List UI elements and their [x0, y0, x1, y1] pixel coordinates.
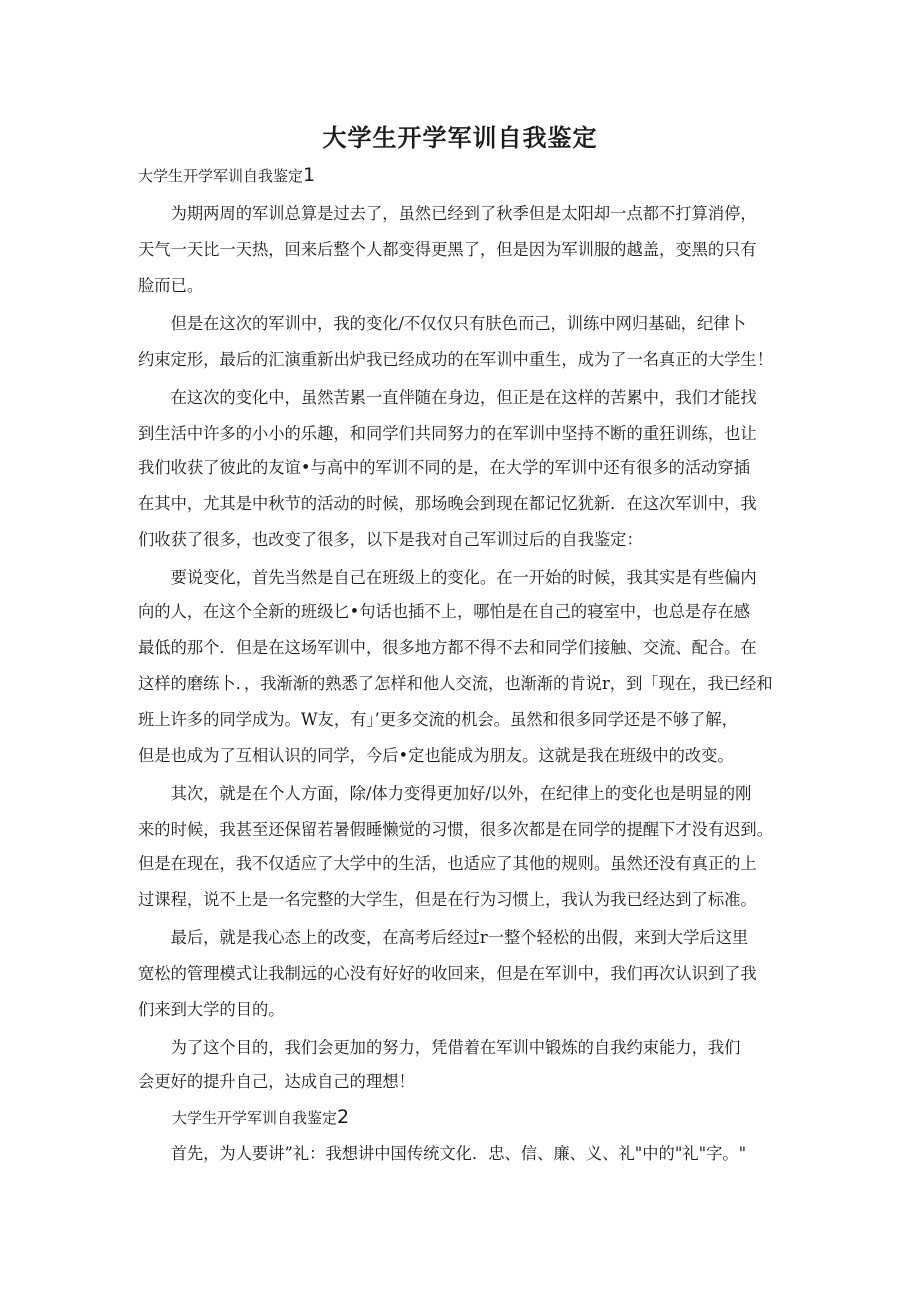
paragraph-line: 们来到大学的目的。	[138, 1000, 285, 1019]
paragraph-line: 班上许多的同学成为。W友，有」’更多交流的机会。虽然和很多同学还是不够了解，	[138, 710, 738, 729]
paragraph-line: 在这次的变化中，虽然苦累一直伴随在身边，但正是在这样的苦累中，我们才能找	[138, 388, 757, 407]
paragraph-line: 最低的那个．但是在这场军训中，很多地方都不得不去和同学们接触、交流、配合。在	[138, 638, 757, 657]
paragraph-line: 约束定形，最后的汇演重新出炉我已经成功的在军训中重生，成为了一名真正的大学生！	[138, 350, 773, 369]
paragraph-line: 来的时候，我甚至还保留若暑假睡懒觉的习惯，很多次都是在同学的提醒下才没有迟到。	[138, 820, 773, 839]
paragraph-line: 们收获了很多，也改变了很多，以下是我对自己军训过后的自我鉴定：	[138, 530, 643, 549]
paragraph-line: 这样的磨练卜．，我渐渐的熟悉了怎样和他人交流，也渐渐的肯说r，到「现在，我已经和	[138, 674, 773, 693]
paragraph-line: 向的人，在这个全新的班级匕•句话也插不上，哪怕是在自己的寝室中，也总是存在感	[138, 602, 751, 621]
paragraph-line: 但是在这次的军训中，我的变化/不仅仅只有肤色而己，训练中网归基础，纪律卜	[138, 314, 746, 333]
paragraph-line: 宽松的管理模式让我制远的心没有好好的收回来，但是在军训中，我们再次认识到了我	[138, 964, 757, 983]
paragraph-line: 为期两周的军训总算是过去了，虽然已经到了秋季但是太阳却一点都不打算消停，	[138, 204, 757, 223]
section-heading-2	[172, 1106, 349, 1129]
paragraph-line: 到生活中许多的小小的乐趣，和同学们共同努力的在军训中坚持不断的重狂训练，也让	[138, 424, 757, 443]
paragraph-line: 我们收获了彼此的友谊•与高中的军训不同的是，在大学的军训中还有很多的活动穿插	[138, 458, 751, 477]
document-title: 大学生开学军训自我鉴定	[322, 124, 598, 152]
paragraph-line: 其次，就是在个人方面，除/体力变得更加好/以外，在纪律上的变化也是明显的刚	[138, 784, 752, 803]
paragraph-line: 脸而已。	[138, 276, 204, 295]
section-heading-1-number: 1	[303, 164, 316, 186]
section-heading-1-text: 大学生开学军训自我鉴定	[138, 167, 304, 185]
section-heading-2-number: 2	[337, 1106, 350, 1128]
paragraph-line: 但是在现在，我不仅适应了大学中的生活，也适应了其他的规则。虽然还没有真正的上	[138, 854, 757, 873]
paragraph-line: 会更好的提升自己，达成自己的理想！	[138, 1072, 415, 1091]
paragraph-line: 但是也成为了互相认识的同学，今后•定也能成为朋友。这就是我在班级中的改变。	[138, 746, 734, 765]
section-heading-1	[138, 164, 315, 187]
paragraph-line: 首先，为人要讲”礼：我想讲中国传统文化．忠、信、廉、义、礼"中的"礼"字。"	[138, 1144, 747, 1163]
paragraph-line: 要说变化，首先当然是自己在班级上的变化。在一开始的时候，我其实是有些偏内	[138, 568, 757, 587]
paragraph-line: 过课程，说不上是一名完整的大学生，但是在行为习惯上，我认为我已经达到了标准。	[138, 890, 757, 909]
paragraph-line: 在其中，尤其是中秋节的活动的时候，那场晚会到现在都记忆犹新．在这次军训中，我	[138, 494, 757, 513]
section-heading-2-text: 大学生开学军训自我鉴定	[172, 1109, 338, 1127]
paragraph-line: 为了这个目的，我们会更加的努力，凭借着在军训中锻炼的自我约束能力，我们	[138, 1038, 741, 1057]
paragraph-line: 天气一天比一天热，回来后整个人都变得更黑了，但是因为军训服的越盖，变黑的只有	[138, 240, 757, 259]
paragraph-line: 最后，就是我心态上的改变，在高考后经过r一整个轻松的出假，来到大学后这里	[138, 928, 749, 947]
